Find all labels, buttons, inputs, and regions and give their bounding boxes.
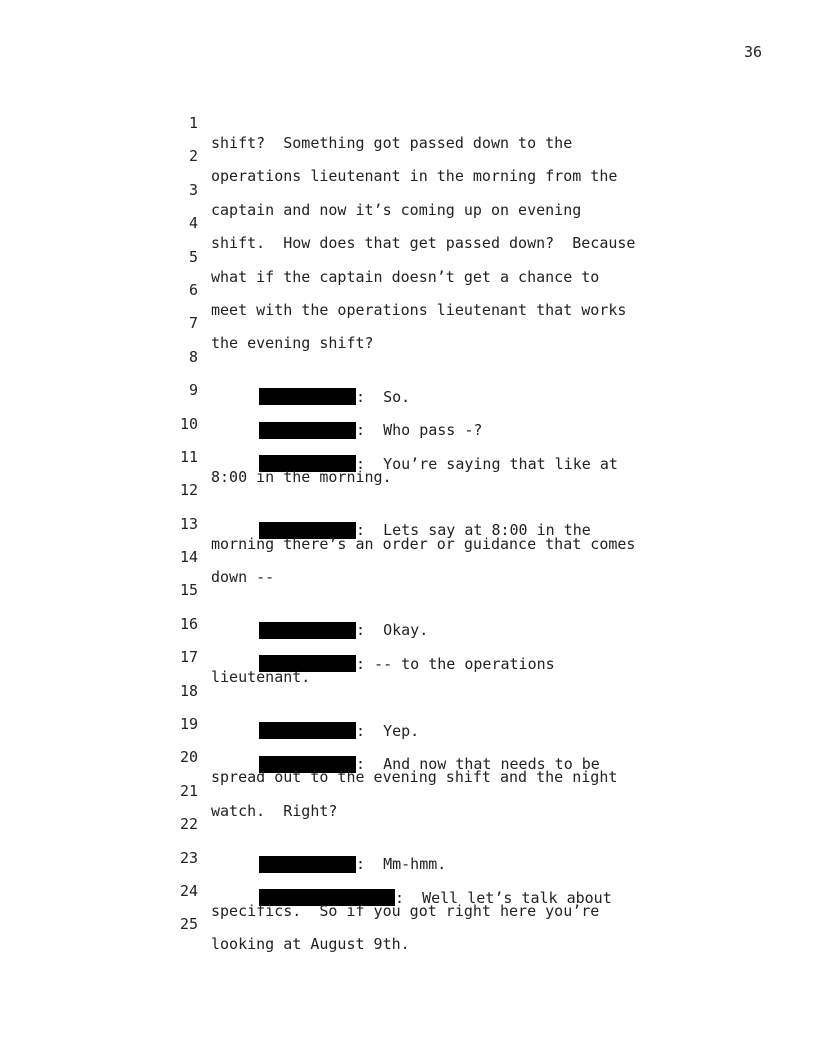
transcript-line [0, 260, 816, 319]
page-number: 36 [743, 43, 762, 61]
line-text: looking at August 9th. [211, 935, 410, 954]
line-number: 22 [179, 815, 198, 834]
line-number: 7 [188, 314, 198, 333]
transcript-lines [0, 93, 816, 954]
line-number: 8 [188, 347, 198, 366]
line-text: meet with the operations lieutenant that works [211, 300, 627, 319]
line-number: 20 [179, 748, 198, 767]
line-number: 5 [188, 247, 198, 266]
line-text: down -- [211, 568, 275, 587]
line-text: lieutenant. [211, 668, 311, 687]
transcript-line [0, 293, 816, 353]
line-number: 4 [188, 214, 198, 233]
line-number: 9 [188, 381, 198, 400]
line-text: : Yep. [356, 721, 420, 740]
line-text: : Lets say at 8:00 in the [356, 521, 591, 540]
line-number: 25 [179, 915, 198, 934]
line-number: 3 [188, 180, 198, 199]
line-number: 6 [188, 280, 198, 299]
line-number: 14 [179, 548, 198, 567]
line-text: watch. Right? [211, 801, 338, 820]
line-text: spread out to the evening shift and the night [211, 768, 618, 787]
transcript-line [0, 527, 816, 587]
line-text: : Mm-hmm. [356, 855, 447, 874]
line-text: morning there’s an order or guidance that comes [211, 534, 636, 553]
line-text: : And now that needs to be [356, 755, 600, 774]
line-text: : Okay. [356, 621, 429, 640]
line-text: what if the captain doesn’t get a chance to [211, 267, 600, 286]
transcript-line [0, 761, 816, 820]
line-number: 15 [179, 581, 198, 600]
line-text: the evening shift? [211, 334, 374, 353]
line-text: shift. How does that get passed down? Because [211, 234, 636, 253]
line-number: 1 [188, 114, 198, 132]
line-text: : So. [356, 387, 411, 406]
line-number: 21 [179, 781, 198, 800]
line-number: 2 [188, 147, 198, 166]
line-number: 17 [179, 648, 198, 667]
line-text: specifics. So if you got right here you’re [211, 901, 600, 920]
transcript-line [0, 193, 816, 253]
line-number: 10 [179, 414, 198, 433]
line-text: : Who pass -? [356, 421, 483, 440]
line-text: 8:00 in the morning. [211, 467, 392, 486]
line-number: 23 [179, 848, 198, 867]
line-number: 13 [179, 514, 198, 533]
line-text: shift? Something got passed down to the [211, 134, 573, 152]
line-number: 12 [179, 481, 198, 500]
line-number: 16 [179, 614, 198, 633]
line-text: : -- to the operations [356, 654, 555, 673]
transcript-line [0, 327, 816, 406]
transcript-line [0, 160, 816, 219]
line-number: 18 [179, 681, 198, 700]
transcript-line [0, 93, 816, 152]
transcript-line [0, 227, 816, 286]
line-text: : Well let’s talk about [395, 888, 612, 907]
line-number: 24 [179, 881, 198, 900]
line-text: captain and now it’s coming up on evening [211, 200, 582, 219]
transcript-line [0, 894, 816, 954]
line-number: 11 [179, 447, 198, 466]
line-text: operations lieutenant in the morning from the [211, 167, 618, 186]
line-number: 19 [179, 715, 198, 734]
transcript-line [0, 126, 816, 186]
line-text: : You’re saying that like at [356, 454, 618, 473]
